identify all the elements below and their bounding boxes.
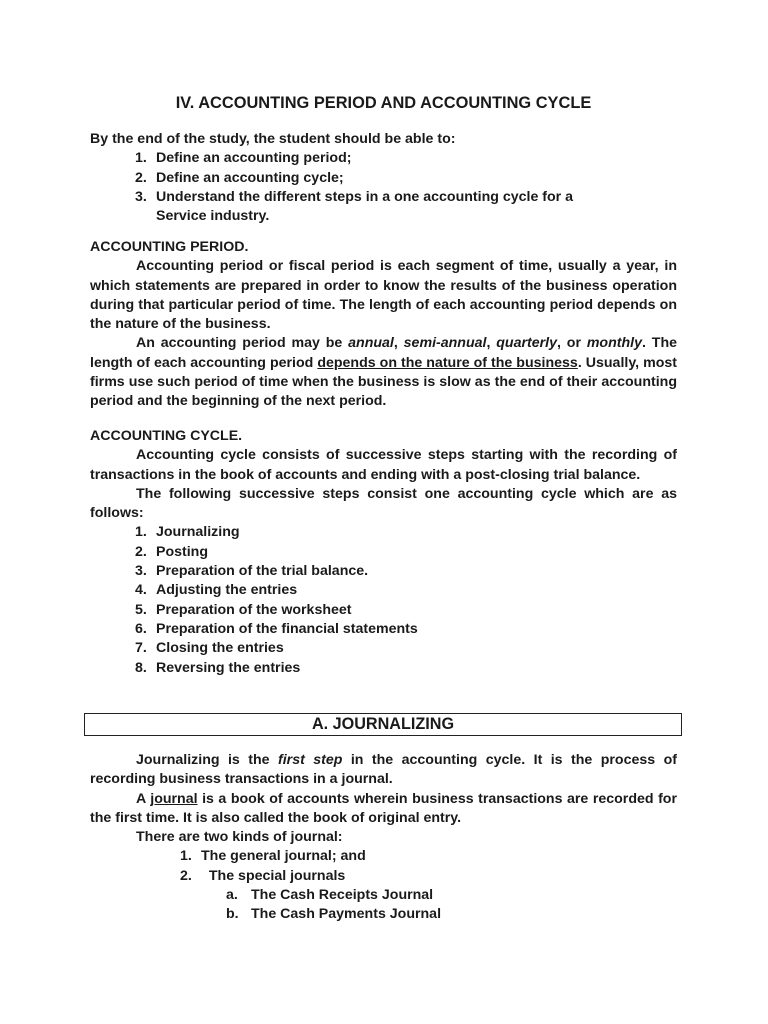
- italic-term: first step: [278, 752, 343, 768]
- text-run: is a book of accounts wherein business transactions are recorded for the first time. It is also called the book of original entry.: [90, 790, 677, 826]
- journalizing-section: [90, 751, 677, 925]
- list-text: Closing the entries: [156, 640, 284, 657]
- list-text: Preparation of the financial statements: [156, 620, 418, 637]
- list-number: 3.: [135, 563, 147, 580]
- list-item: [90, 581, 677, 600]
- list-item: [90, 523, 677, 542]
- paragraph: Accounting cycle consists of successive steps starting with the recording of transactions in the book of accounts and ending with a post-closing trial balance.: [90, 447, 677, 483]
- text-run: in the accounting cycle. It is the process of recording business transactions in a journal.: [90, 752, 677, 788]
- text-run: , or: [556, 335, 587, 352]
- paragraph: [90, 751, 677, 790]
- list-item: [90, 847, 677, 866]
- list-number: 8.: [135, 659, 147, 676]
- list-item: [90, 188, 677, 227]
- list-number: 5.: [135, 601, 147, 618]
- list-item: [90, 620, 677, 639]
- list-item: [90, 601, 677, 620]
- learning-objectives: [90, 130, 677, 226]
- list-number: 1.: [135, 524, 147, 541]
- list-item: [90, 905, 677, 924]
- italic-term: monthly: [586, 335, 642, 352]
- list-number: 3.: [135, 188, 147, 205]
- list-item: [90, 169, 677, 188]
- list-text: The special journals: [201, 867, 346, 884]
- cycle-steps-list: [90, 523, 677, 677]
- objectives-lead: By the end of the study, the student should be able to:: [90, 131, 456, 147]
- section-heading: ACCOUNTING PERIOD.: [90, 239, 249, 255]
- list-text-continued: Service industry.: [156, 208, 270, 225]
- journal-kinds-list: [90, 847, 677, 886]
- list-number: 7.: [135, 640, 147, 657]
- list-item: [90, 639, 677, 658]
- list-text: Adjusting the entries: [156, 582, 298, 599]
- list-number: 2.: [135, 543, 147, 560]
- list-letter: a.: [226, 887, 238, 904]
- list-text: Journalizing: [156, 524, 240, 541]
- list-text: Preparation of the trial balance.: [156, 563, 369, 580]
- italic-term: annual: [348, 335, 394, 352]
- list-text: The general journal; and: [201, 848, 366, 865]
- paragraph: [90, 334, 677, 411]
- italic-term: quarterly: [496, 335, 557, 352]
- list-item: [90, 867, 677, 886]
- underlined-term: journal: [150, 790, 198, 807]
- list-text: Define an accounting cycle;: [156, 169, 344, 186]
- special-journals-list: [90, 886, 677, 925]
- list-item: [90, 659, 677, 678]
- italic-term: semi-annual: [403, 335, 487, 352]
- paragraph: The following successive steps consist one accounting cycle which are as follows:: [90, 485, 677, 522]
- list-number: 4.: [135, 582, 147, 599]
- list-text: The Cash Receipts Journal: [251, 887, 434, 904]
- text-run: . The length of each accounting period: [90, 335, 677, 371]
- list-text: The Cash Payments Journal: [251, 906, 442, 923]
- list-item: [90, 886, 677, 905]
- text-run: An accounting period may be: [136, 335, 349, 352]
- objectives-list: [90, 149, 677, 226]
- page-title: IV. ACCOUNTING PERIOD AND ACCOUNTING CYCLE: [175, 94, 592, 112]
- list-letter: b.: [226, 906, 239, 923]
- paragraph: Accounting period or fiscal period is each segment of time, usually a year, in which statements are prepared in order to know the results of the business operation during that particular period of time. The length of each accounting period depends on the nature of the business.: [90, 258, 677, 333]
- list-item: [90, 562, 677, 581]
- list-number: 1.: [135, 150, 147, 167]
- list-text: Posting: [156, 543, 209, 560]
- text-run: Journalizing is the: [136, 752, 278, 768]
- list-number: 2.: [135, 169, 147, 186]
- text-run: . Usually, most firms use such period of time when the business is slow as the end of their accounting period and the beginning of the next period.: [90, 354, 678, 410]
- list-item: [90, 543, 677, 562]
- section-heading: ACCOUNTING CYCLE.: [90, 428, 243, 444]
- accounting-cycle-section: [90, 427, 677, 678]
- list-text: Define an accounting period;: [156, 150, 352, 167]
- text-run: ,: [393, 335, 404, 352]
- list-text: Preparation of the worksheet: [156, 601, 352, 618]
- journalizing-heading-box: A. JOURNALIZING: [84, 713, 682, 736]
- paragraph: There are two kinds of journal:: [136, 829, 343, 846]
- text-run: ,: [486, 335, 497, 352]
- list-number: 1.: [180, 848, 192, 865]
- underlined-phrase: depends on the nature of the business: [317, 354, 578, 371]
- list-text: Understand the different steps in a one accounting cycle for a: [156, 188, 574, 205]
- paragraph: [90, 790, 677, 829]
- accounting-period-section: [90, 238, 677, 412]
- text-run: A: [136, 790, 151, 807]
- list-number: 6.: [135, 620, 147, 637]
- list-item: [90, 149, 677, 168]
- list-number: 2.: [180, 867, 192, 884]
- list-text: Reversing the entries: [156, 659, 301, 676]
